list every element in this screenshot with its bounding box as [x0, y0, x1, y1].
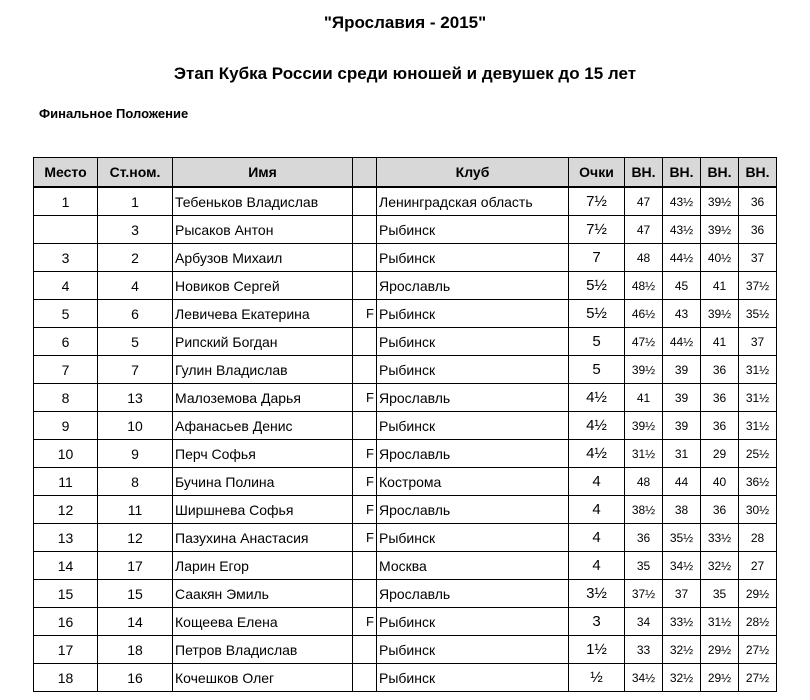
table-row — [34, 440, 777, 468]
cell-sex: F — [353, 608, 377, 636]
table-row — [34, 552, 777, 580]
cell-tiebreak-1: 47 — [625, 216, 663, 244]
cell-points: 7 — [569, 244, 625, 272]
cell-tiebreak-2: 43½ — [663, 187, 701, 216]
header-place: Место — [34, 158, 98, 188]
table-row — [34, 328, 777, 356]
cell-tiebreak-2: 44 — [663, 468, 701, 496]
cell-points: 4½ — [569, 412, 625, 440]
table-header-row — [34, 158, 777, 188]
cell-tiebreak-2: 32½ — [663, 636, 701, 664]
cell-place: 3 — [34, 244, 98, 272]
cell-points: 4 — [569, 468, 625, 496]
cell-points: ½ — [569, 664, 625, 692]
header-tiebreak-3: ВН. — [701, 158, 739, 188]
cell-points: 5½ — [569, 272, 625, 300]
cell-points: 4½ — [569, 384, 625, 412]
header-tiebreak-4: ВН. — [739, 158, 777, 188]
cell-place: 8 — [34, 384, 98, 412]
cell-tiebreak-2: 43½ — [663, 216, 701, 244]
cell-place: 13 — [34, 524, 98, 552]
cell-start-number: 18 — [98, 636, 173, 664]
cell-name: Гулин Владислав — [173, 356, 353, 384]
cell-sex — [353, 412, 377, 440]
table-row — [34, 216, 777, 244]
cell-start-number: 12 — [98, 524, 173, 552]
cell-tiebreak-3: 40½ — [701, 244, 739, 272]
header-points: Очки — [569, 158, 625, 188]
table-body — [34, 187, 777, 692]
document-subtitle: Этап Кубка России среди юношей и девушек до 15 лет — [173, 64, 637, 83]
cell-sex — [353, 552, 377, 580]
cell-points: 5½ — [569, 300, 625, 328]
cell-tiebreak-4: 36 — [739, 216, 777, 244]
cell-club: Ярославль — [377, 496, 569, 524]
cell-club: Ленинградская область — [377, 187, 569, 216]
cell-place: 16 — [34, 608, 98, 636]
cell-club: Кострома — [377, 468, 569, 496]
cell-points: 5 — [569, 328, 625, 356]
cell-tiebreak-2: 35½ — [663, 524, 701, 552]
table-row — [34, 496, 777, 524]
table-row — [34, 356, 777, 384]
cell-tiebreak-3: 39½ — [701, 187, 739, 216]
cell-tiebreak-1: 39½ — [625, 412, 663, 440]
cell-sex — [353, 664, 377, 692]
cell-tiebreak-4: 37½ — [739, 272, 777, 300]
cell-start-number: 3 — [98, 216, 173, 244]
cell-sex — [353, 636, 377, 664]
cell-tiebreak-4: 27½ — [739, 664, 777, 692]
cell-tiebreak-2: 39 — [663, 384, 701, 412]
cell-start-number: 2 — [98, 244, 173, 272]
cell-place: 5 — [34, 300, 98, 328]
cell-start-number: 13 — [98, 384, 173, 412]
cell-sex: F — [353, 440, 377, 468]
cell-tiebreak-4: 31½ — [739, 412, 777, 440]
cell-club: Москва — [377, 552, 569, 580]
header-start-number: Ст.ном. — [98, 158, 173, 188]
table-row — [34, 300, 777, 328]
cell-tiebreak-2: 38 — [663, 496, 701, 524]
cell-tiebreak-4: 31½ — [739, 356, 777, 384]
cell-start-number: 11 — [98, 496, 173, 524]
cell-club: Рыбинск — [377, 216, 569, 244]
cell-tiebreak-3: 40 — [701, 468, 739, 496]
cell-start-number: 8 — [98, 468, 173, 496]
cell-points: 4 — [569, 496, 625, 524]
cell-tiebreak-1: 47½ — [625, 328, 663, 356]
cell-tiebreak-4: 36½ — [739, 468, 777, 496]
cell-tiebreak-2: 34½ — [663, 552, 701, 580]
cell-points: 4½ — [569, 440, 625, 468]
cell-points: 4 — [569, 552, 625, 580]
cell-sex — [353, 244, 377, 272]
cell-place: 14 — [34, 552, 98, 580]
cell-tiebreak-4: 31½ — [739, 384, 777, 412]
cell-tiebreak-4: 28 — [739, 524, 777, 552]
cell-points: 7½ — [569, 187, 625, 216]
cell-sex: F — [353, 524, 377, 552]
cell-tiebreak-4: 27½ — [739, 636, 777, 664]
cell-place: 6 — [34, 328, 98, 356]
cell-name: Кощеева Елена — [173, 608, 353, 636]
cell-place: 9 — [34, 412, 98, 440]
cell-tiebreak-3: 36 — [701, 496, 739, 524]
cell-name: Рипский Богдан — [173, 328, 353, 356]
cell-tiebreak-3: 41 — [701, 272, 739, 300]
cell-tiebreak-1: 37½ — [625, 580, 663, 608]
cell-name: Пазухина Анастасия — [173, 524, 353, 552]
cell-tiebreak-1: 41 — [625, 384, 663, 412]
cell-tiebreak-3: 33½ — [701, 524, 739, 552]
cell-tiebreak-1: 48 — [625, 468, 663, 496]
table-row — [34, 608, 777, 636]
cell-tiebreak-1: 34½ — [625, 664, 663, 692]
cell-tiebreak-1: 35 — [625, 552, 663, 580]
cell-tiebreak-4: 30½ — [739, 496, 777, 524]
cell-name: Петров Владислав — [173, 636, 353, 664]
cell-sex: F — [353, 468, 377, 496]
cell-tiebreak-2: 37 — [663, 580, 701, 608]
table-row — [34, 412, 777, 440]
cell-start-number: 14 — [98, 608, 173, 636]
cell-tiebreak-3: 39½ — [701, 300, 739, 328]
cell-place — [34, 216, 98, 244]
cell-club: Ярославль — [377, 384, 569, 412]
cell-tiebreak-1: 36 — [625, 524, 663, 552]
cell-tiebreak-3: 36 — [701, 384, 739, 412]
header-sex — [353, 158, 377, 188]
cell-tiebreak-1: 38½ — [625, 496, 663, 524]
table-row — [34, 244, 777, 272]
cell-club: Рыбинск — [377, 328, 569, 356]
cell-club: Ярославль — [377, 440, 569, 468]
cell-name: Левичева Екатерина — [173, 300, 353, 328]
cell-tiebreak-4: 29½ — [739, 580, 777, 608]
cell-start-number: 16 — [98, 664, 173, 692]
cell-tiebreak-2: 33½ — [663, 608, 701, 636]
cell-name: Новиков Сергей — [173, 272, 353, 300]
table-row — [34, 187, 777, 216]
cell-place: 4 — [34, 272, 98, 300]
cell-club: Рыбинск — [377, 608, 569, 636]
header-tiebreak-2: ВН. — [663, 158, 701, 188]
cell-name: Малоземова Дарья — [173, 384, 353, 412]
cell-place: 17 — [34, 636, 98, 664]
cell-name: Ларин Егор — [173, 552, 353, 580]
cell-sex: F — [353, 384, 377, 412]
cell-club: Рыбинск — [377, 636, 569, 664]
cell-name: Афанасьев Денис — [173, 412, 353, 440]
cell-points: 7½ — [569, 216, 625, 244]
header-club: Клуб — [377, 158, 569, 188]
header-tiebreak-1: ВН. — [625, 158, 663, 188]
cell-start-number: 10 — [98, 412, 173, 440]
table-row — [34, 272, 777, 300]
cell-place: 7 — [34, 356, 98, 384]
cell-tiebreak-2: 39 — [663, 356, 701, 384]
cell-tiebreak-1: 47 — [625, 187, 663, 216]
cell-place: 10 — [34, 440, 98, 468]
cell-name: Перч Софья — [173, 440, 353, 468]
cell-start-number: 7 — [98, 356, 173, 384]
cell-sex: F — [353, 300, 377, 328]
cell-tiebreak-2: 44½ — [663, 328, 701, 356]
table-row — [34, 384, 777, 412]
cell-name: Рысаков Антон — [173, 216, 353, 244]
cell-tiebreak-1: 48 — [625, 244, 663, 272]
table-row — [34, 580, 777, 608]
table-row — [34, 524, 777, 552]
cell-tiebreak-1: 39½ — [625, 356, 663, 384]
cell-tiebreak-1: 31½ — [625, 440, 663, 468]
cell-sex — [353, 328, 377, 356]
cell-tiebreak-3: 36 — [701, 356, 739, 384]
cell-club: Рыбинск — [377, 412, 569, 440]
cell-start-number: 5 — [98, 328, 173, 356]
cell-points: 3½ — [569, 580, 625, 608]
cell-club: Ярославль — [377, 272, 569, 300]
cell-tiebreak-3: 29½ — [701, 664, 739, 692]
cell-tiebreak-3: 29 — [701, 440, 739, 468]
cell-points: 4 — [569, 524, 625, 552]
table-row — [34, 664, 777, 692]
cell-tiebreak-2: 44½ — [663, 244, 701, 272]
cell-sex — [353, 216, 377, 244]
cell-start-number: 15 — [98, 580, 173, 608]
cell-tiebreak-1: 34 — [625, 608, 663, 636]
cell-points: 3 — [569, 608, 625, 636]
cell-tiebreak-2: 31 — [663, 440, 701, 468]
cell-start-number: 17 — [98, 552, 173, 580]
cell-start-number: 1 — [98, 187, 173, 216]
cell-place: 12 — [34, 496, 98, 524]
cell-name: Бучина Полина — [173, 468, 353, 496]
cell-sex — [353, 580, 377, 608]
cell-tiebreak-4: 37 — [739, 244, 777, 272]
cell-club: Рыбинск — [377, 524, 569, 552]
cell-start-number: 4 — [98, 272, 173, 300]
cell-tiebreak-3: 39½ — [701, 216, 739, 244]
cell-start-number: 9 — [98, 440, 173, 468]
cell-tiebreak-2: 39 — [663, 412, 701, 440]
cell-points: 1½ — [569, 636, 625, 664]
cell-tiebreak-4: 36 — [739, 187, 777, 216]
table-row — [34, 636, 777, 664]
cell-name: Саакян Эмиль — [173, 580, 353, 608]
cell-club: Рыбинск — [377, 244, 569, 272]
section-heading: Финальное Положение — [39, 106, 189, 121]
cell-tiebreak-1: 46½ — [625, 300, 663, 328]
cell-tiebreak-1: 33 — [625, 636, 663, 664]
cell-club: Ярославль — [377, 580, 569, 608]
cell-name: Кочешков Олег — [173, 664, 353, 692]
cell-sex — [353, 272, 377, 300]
cell-tiebreak-3: 31½ — [701, 608, 739, 636]
cell-club: Рыбинск — [377, 356, 569, 384]
header-name: Имя — [173, 158, 353, 188]
cell-name: Ширшнева Софья — [173, 496, 353, 524]
cell-tiebreak-3: 29½ — [701, 636, 739, 664]
cell-place: 1 — [34, 187, 98, 216]
table-row — [34, 468, 777, 496]
cell-tiebreak-2: 32½ — [663, 664, 701, 692]
cell-name: Арбузов Михаил — [173, 244, 353, 272]
cell-points: 5 — [569, 356, 625, 384]
cell-place: 18 — [34, 664, 98, 692]
cell-tiebreak-4: 35½ — [739, 300, 777, 328]
cell-tiebreak-4: 37 — [739, 328, 777, 356]
cell-start-number: 6 — [98, 300, 173, 328]
cell-tiebreak-4: 28½ — [739, 608, 777, 636]
cell-place: 15 — [34, 580, 98, 608]
cell-tiebreak-2: 45 — [663, 272, 701, 300]
cell-sex: F — [353, 496, 377, 524]
cell-sex — [353, 356, 377, 384]
cell-tiebreak-2: 43 — [663, 300, 701, 328]
document-title: "Ярославия - 2015" — [323, 13, 487, 32]
standings-table — [33, 157, 777, 692]
cell-tiebreak-1: 48½ — [625, 272, 663, 300]
cell-tiebreak-3: 32½ — [701, 552, 739, 580]
cell-name: Тебеньков Владислав — [173, 187, 353, 216]
cell-club: Рыбинск — [377, 664, 569, 692]
cell-tiebreak-3: 36 — [701, 412, 739, 440]
cell-club: Рыбинск — [377, 300, 569, 328]
cell-tiebreak-4: 27 — [739, 552, 777, 580]
cell-tiebreak-3: 35 — [701, 580, 739, 608]
cell-sex — [353, 187, 377, 216]
cell-place: 11 — [34, 468, 98, 496]
cell-tiebreak-4: 25½ — [739, 440, 777, 468]
cell-tiebreak-3: 41 — [701, 328, 739, 356]
